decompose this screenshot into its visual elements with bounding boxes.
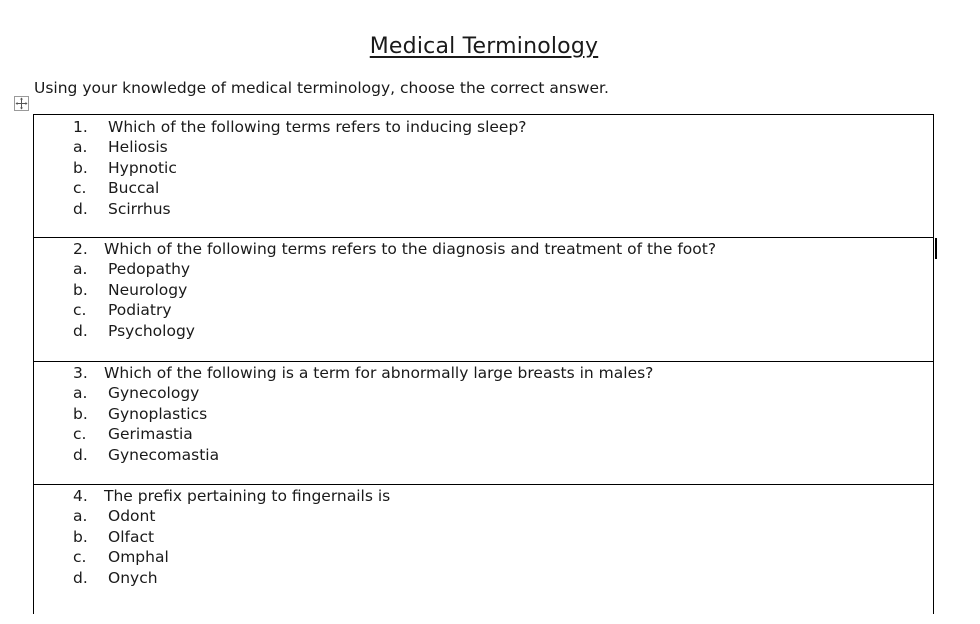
- table-move-handle-icon[interactable]: [14, 96, 29, 111]
- option-c[interactable]: [73, 301, 172, 319]
- option-c[interactable]: [73, 425, 193, 443]
- option-text: Podiatry: [108, 301, 172, 319]
- question-row-1[interactable]: [34, 115, 933, 238]
- option-letter: b.: [73, 159, 88, 177]
- question-number: 2.: [73, 240, 88, 258]
- option-c[interactable]: [73, 548, 169, 566]
- question-text: [73, 240, 716, 258]
- option-text: Psychology: [108, 322, 195, 340]
- option-b[interactable]: [73, 281, 187, 299]
- question-row-2[interactable]: [34, 237, 933, 361]
- option-letter: c.: [73, 301, 87, 319]
- option-a[interactable]: [73, 260, 190, 278]
- option-text: Buccal: [108, 179, 160, 197]
- option-d[interactable]: [73, 569, 158, 587]
- option-letter: c.: [73, 548, 87, 566]
- option-b[interactable]: [73, 405, 207, 423]
- option-text: Neurology: [108, 281, 188, 299]
- instructions-text: Using your knowledge of medical terminology, choose the correct answer.: [34, 79, 609, 97]
- question-label: Which of the following is a term for abnormally large breasts in males?: [104, 364, 654, 382]
- question-label: The prefix pertaining to fingernails is: [104, 487, 391, 505]
- option-letter: c.: [73, 425, 87, 443]
- option-text: Scirrhus: [108, 200, 171, 218]
- option-letter: d.: [73, 569, 88, 587]
- option-text: Gerimastia: [108, 425, 193, 443]
- option-b[interactable]: [73, 528, 154, 546]
- option-b[interactable]: [73, 159, 177, 177]
- option-text: Onych: [108, 569, 158, 587]
- option-letter: d.: [73, 446, 88, 464]
- option-d[interactable]: [73, 446, 219, 464]
- text-cursor: [935, 238, 937, 259]
- option-text: Hypnotic: [108, 159, 177, 177]
- question-number: 3.: [73, 364, 88, 382]
- option-text: Heliosis: [108, 138, 168, 156]
- option-text: Gynecology: [108, 384, 200, 402]
- question-label: Which of the following terms refers to inducing sleep?: [108, 118, 527, 136]
- option-text: Pedopathy: [108, 260, 191, 278]
- question-number: 1.: [73, 118, 88, 136]
- question-text: [73, 364, 653, 382]
- question-text: [73, 118, 527, 136]
- option-letter: b.: [73, 281, 88, 299]
- questions-table: [33, 114, 934, 614]
- option-text: Olfact: [108, 528, 155, 546]
- option-letter: a.: [73, 138, 88, 156]
- question-label: Which of the following terms refers to the diagnosis and treatment of the foot?: [104, 240, 717, 258]
- option-text: Omphal: [108, 548, 169, 566]
- option-letter: c.: [73, 179, 87, 197]
- option-letter: d.: [73, 200, 88, 218]
- option-a[interactable]: [73, 138, 168, 156]
- option-letter: a.: [73, 260, 88, 278]
- document-title: Medical Terminology: [369, 34, 599, 59]
- option-letter: b.: [73, 528, 88, 546]
- question-number: 4.: [73, 487, 88, 505]
- option-letter: a.: [73, 507, 88, 525]
- question-row-4[interactable]: [34, 484, 933, 624]
- option-a[interactable]: [73, 384, 199, 402]
- option-a[interactable]: [73, 507, 155, 525]
- option-d[interactable]: [73, 200, 171, 218]
- question-row-3[interactable]: [34, 361, 933, 484]
- option-text: Odont: [108, 507, 156, 525]
- option-c[interactable]: [73, 179, 159, 197]
- option-letter: b.: [73, 405, 88, 423]
- option-letter: d.: [73, 322, 88, 340]
- question-text: [73, 487, 390, 505]
- option-text: Gynecomastia: [108, 446, 220, 464]
- option-d[interactable]: [73, 322, 195, 340]
- option-letter: a.: [73, 384, 88, 402]
- option-text: Gynoplastics: [108, 405, 208, 423]
